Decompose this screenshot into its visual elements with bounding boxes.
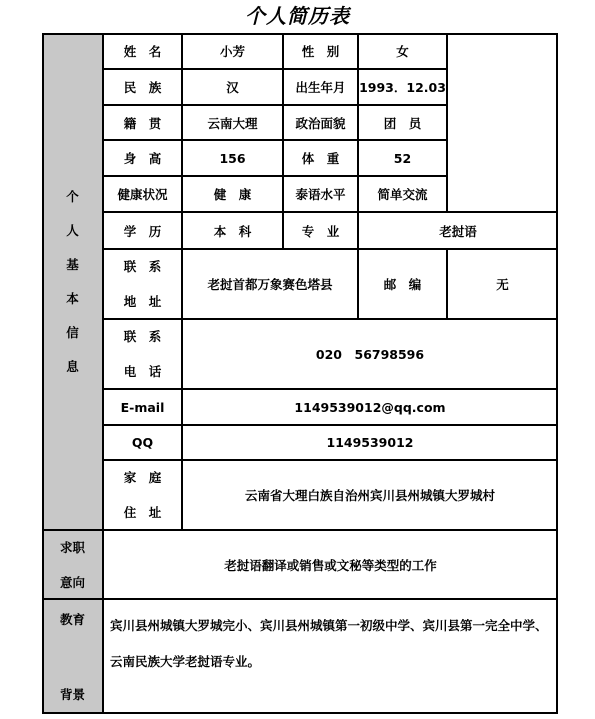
email-label: E-mail xyxy=(103,389,182,425)
address-label-line: 联 系 xyxy=(123,259,162,274)
height-value: 156 xyxy=(182,140,283,176)
resume-table xyxy=(42,33,558,714)
section-char: 本 xyxy=(66,290,79,306)
section-basic-info-label xyxy=(42,33,103,530)
origin-value: 云南大理 xyxy=(182,105,283,140)
phone-label-line: 电 话 xyxy=(123,364,162,379)
section-line: 教育 xyxy=(59,612,85,627)
name-value: 小芳 xyxy=(182,33,283,69)
major-value: 老挝语 xyxy=(358,212,558,249)
education-label: 学 历 xyxy=(103,212,182,249)
home-label-line: 家 庭 xyxy=(123,470,162,485)
section-line: 背景 xyxy=(59,687,85,702)
qq-label: QQ xyxy=(103,425,182,460)
education-value: 本 科 xyxy=(182,212,283,249)
thai-label: 泰语水平 xyxy=(283,176,358,212)
ethnic-value: 汉 xyxy=(182,69,283,105)
thai-value: 简单交流 xyxy=(358,176,447,212)
health-label: 健康状况 xyxy=(103,176,182,212)
qq-value: 1149539012 xyxy=(182,425,558,460)
page-title: 个人简历表 xyxy=(245,4,350,28)
political-label: 政治面貌 xyxy=(283,105,358,140)
major-label: 专 业 xyxy=(283,212,358,249)
education-background-value: 宾川县州城镇大罗城完小、宾川县州城镇第一初级中学、宾川县第一完全中学、云南民族大学老挝语专业。 xyxy=(103,599,558,714)
home-address-label xyxy=(103,460,182,530)
section-education-background-label xyxy=(42,599,103,714)
health-value: 健 康 xyxy=(182,176,283,212)
weight-value: 52 xyxy=(358,140,447,176)
job-intention-value: 老挝语翻译或销售或文秘等类型的工作 xyxy=(103,530,558,599)
email-value: 1149539012@qq.com xyxy=(182,389,558,425)
section-line: 意向 xyxy=(59,574,85,590)
section-char: 人 xyxy=(66,222,79,238)
origin-label: 籍 贯 xyxy=(103,105,182,140)
gender-value: 女 xyxy=(358,33,447,69)
address-label-line: 地 址 xyxy=(123,294,162,309)
postcode-label: 邮 编 xyxy=(358,249,447,319)
home-address-value: 云南省大理白族自治州宾川县州城镇大罗城村 xyxy=(182,460,558,530)
section-char: 信 xyxy=(66,324,79,340)
section-line: 求职 xyxy=(59,539,85,555)
photo-box xyxy=(447,33,558,212)
ethnic-label: 民 族 xyxy=(103,69,182,105)
birth-label: 出生年月 xyxy=(283,69,358,105)
political-value: 团 员 xyxy=(358,105,447,140)
weight-label: 体 重 xyxy=(283,140,358,176)
gender-label: 性 别 xyxy=(283,33,358,69)
birth-value: 1993．12.03 xyxy=(358,69,447,105)
phone-label-line: 联 系 xyxy=(123,329,162,344)
name-label: 姓 名 xyxy=(103,33,182,69)
home-label-line: 住 址 xyxy=(123,505,162,520)
section-char: 基 xyxy=(66,256,79,272)
section-char: 个 xyxy=(66,188,79,204)
phone-value: 020 56798596 xyxy=(182,319,558,389)
address-label xyxy=(103,249,182,319)
section-job-intention-label xyxy=(42,530,103,599)
section-char: 息 xyxy=(66,358,79,374)
phone-label xyxy=(103,319,182,389)
address-value: 老挝首都万象赛色塔县 xyxy=(182,249,358,319)
postcode-value: 无 xyxy=(447,249,558,319)
height-label: 身 高 xyxy=(103,140,182,176)
